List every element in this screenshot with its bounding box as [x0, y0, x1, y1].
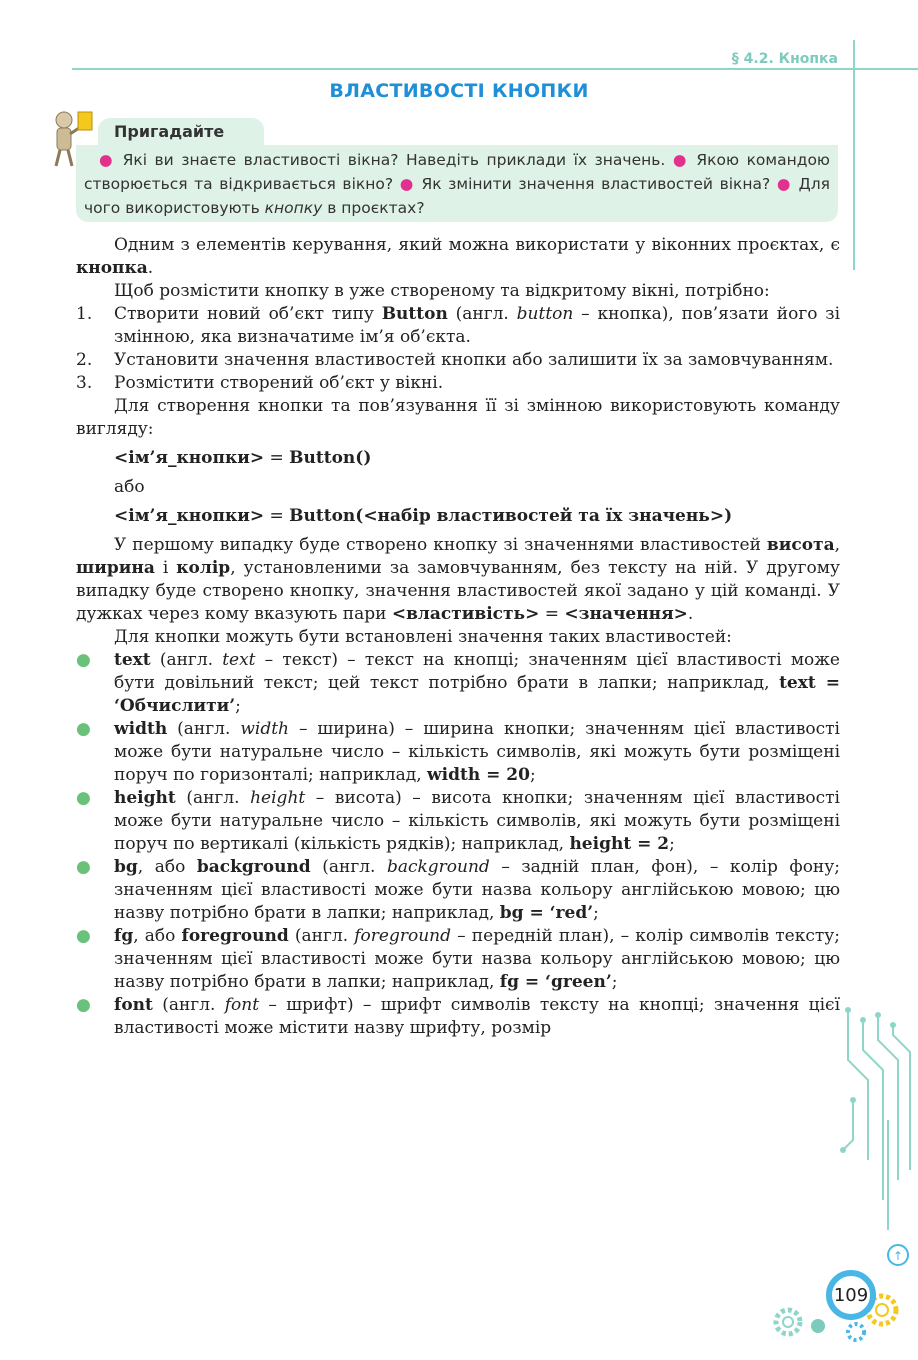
term-italic: width: [240, 719, 289, 739]
text: (англ.: [447, 304, 517, 324]
reminder-emphasis: кнопку: [264, 199, 323, 217]
text: і: [154, 558, 177, 578]
reminder-question: Якою командою створюється та відкривається вікно?: [84, 151, 830, 193]
property-item-fg: [76, 925, 840, 994]
code: Button(): [289, 448, 372, 468]
term-italic: height: [250, 788, 306, 808]
text: Установити значення властивостей кнопки або залишити їх за замовчуванням.: [114, 350, 834, 370]
term: bg: [114, 857, 138, 877]
code: <ім’я_кнопки>: [114, 506, 265, 526]
text: , або: [137, 857, 197, 877]
reminder-question: Для чого використовують: [84, 175, 830, 217]
bullet-dot: ●: [76, 857, 91, 877]
text: ,: [834, 535, 840, 555]
term: fg: [114, 926, 134, 946]
paragraph: [76, 534, 840, 626]
text: ;: [235, 696, 241, 716]
text: – висота) – висота кнопки; значенням цієї властивості може бути натуральне число – кількість символів, які можуть бути розміщені поруч по вертикалі (кількість рядків); наприклад,: [114, 788, 840, 854]
reminder-question: в проєктах?: [322, 199, 425, 217]
code-line: [114, 505, 840, 528]
text: (англ.: [310, 857, 387, 877]
term: width: [114, 719, 168, 739]
text: .: [687, 604, 694, 624]
list-item: [76, 349, 840, 372]
term: висота: [766, 535, 835, 555]
term: height: [114, 788, 176, 808]
term-italic: button: [516, 304, 574, 324]
property-item-width: [76, 718, 840, 787]
list-number: 2.: [76, 350, 93, 370]
reminder-text: [84, 148, 830, 220]
property-item-bg: [76, 856, 840, 925]
reminder-question: Які ви знаєте властивості вікна? Наведіть приклади їх значень.: [122, 151, 666, 169]
text: .: [147, 258, 154, 278]
text: (англ.: [288, 926, 355, 946]
reminder-title: Пригадайте: [114, 122, 225, 141]
bullet-dot: ●: [672, 151, 689, 169]
code: <ім’я_кнопки>: [114, 448, 265, 468]
code-line: [114, 447, 840, 470]
page-number: 109: [826, 1270, 876, 1320]
body-text: [76, 234, 840, 1040]
text: =: [539, 604, 565, 624]
property-item-height: [76, 787, 840, 856]
list-item: [76, 303, 840, 349]
bullet-dot: ●: [76, 995, 91, 1015]
text: У першому випадку буде створено кнопку зі значеннями властивостей: [114, 535, 767, 555]
list-item: [76, 372, 840, 395]
term: background: [196, 857, 311, 877]
text: – шрифт) – шрифт символів тексту на кнопці; значення цієї властивості може містити назву шрифту, розмір: [114, 995, 841, 1038]
text: – кнопка), пов’язати його зі змінною, яка визначатиме ім’я об’єкта.: [114, 304, 841, 347]
text: , установленими за замовчуванням, без тексту на ній. У другому випадку буде створено кнопку, значення властивостей якої задано у цій команді. У дужках через кому вказують пари: [76, 558, 840, 624]
text: =: [264, 448, 290, 468]
bullet-dot: ●: [76, 719, 91, 739]
bullet-dot: ●: [776, 175, 793, 193]
code: Button(<набір властивостей та їх значень>): [289, 506, 733, 526]
circuit-decoration-icon: [838, 1000, 918, 1300]
text: – текст) – текст на кнопці; значенням цієї властивості може бути довільний текст; цей текст потрібно брати в лапки; наприклад,: [114, 650, 840, 693]
term: foreground: [181, 926, 289, 946]
example: height = 2: [569, 834, 670, 854]
term: <властивість>: [391, 604, 540, 624]
text: – ширина) – ширина кнопки; значенням цієї властивості може бути натуральне число – кількість символів, які можуть бути розміщені поруч по горизонталі; наприклад,: [114, 719, 840, 785]
term: колір: [176, 558, 231, 578]
text: =: [264, 506, 290, 526]
term-italic: background: [386, 857, 490, 877]
list-number: 3.: [76, 373, 93, 393]
term: ширина: [76, 558, 155, 578]
paragraph: [76, 234, 840, 280]
text: (англ.: [167, 719, 241, 739]
text: – передній план), – колір символів тексту; значенням цієї властивості може бути назва кольору англійською мовою; цю назву потрібно брати в лапки; наприклад,: [114, 926, 840, 992]
paragraph: Для створення кнопки та пов’язування її зі змінною використовують команду вигляду:: [76, 396, 840, 439]
text: ;: [593, 903, 599, 923]
bullet-dot: ●: [76, 926, 91, 946]
term-italic: foreground: [354, 926, 451, 946]
example: text = ‘Обчислити’: [114, 673, 840, 716]
reminder-question: Як змінити значення властивостей вікна?: [421, 175, 771, 193]
property-item-text: [76, 649, 840, 718]
term: кнопка: [76, 258, 148, 278]
paragraph: Для кнопки можуть бути встановлені значення таких властивостей:: [114, 627, 732, 647]
header-vertical-rule: [853, 40, 855, 270]
text: (англ.: [152, 995, 225, 1015]
list-number: 1.: [76, 304, 93, 324]
term: Button: [381, 304, 448, 324]
bullet-dot: ●: [399, 175, 415, 193]
bullet-dot: ●: [99, 151, 116, 169]
text: ;: [611, 972, 618, 992]
term: <значення>: [564, 604, 688, 624]
svg-text:↑: ↑: [893, 1249, 904, 1263]
text: – задній план, фон), – колір фону; значенням цієї властивості може бути назва кольору англійською мовою; цю назву потрібно брати в лапки; наприклад,: [114, 857, 840, 923]
text: (англ.: [175, 788, 251, 808]
paragraph: Щоб розмістити кнопку в уже створеному та відкритому вікні, потрібно:: [114, 281, 770, 301]
text: Одним з елементів керування, який можна використати у віконних проєктах, є: [114, 235, 840, 255]
example: bg = ‘red’: [499, 903, 594, 923]
text: ;: [529, 765, 536, 785]
example: fg = ‘green’: [499, 972, 612, 992]
header-rule: [72, 68, 918, 70]
bullet-dot: ●: [76, 788, 91, 808]
term-italic: font: [224, 995, 260, 1015]
property-item-font: [76, 994, 840, 1040]
text: Розмістити створений об’єкт у вікні.: [114, 373, 444, 393]
bullet-dot: ●: [76, 650, 91, 670]
text: Створити новий об’єкт типу: [114, 304, 382, 324]
term-italic: text: [222, 650, 256, 670]
text: ;: [669, 834, 675, 854]
section-label: § 4.2. Кнопка: [731, 51, 838, 67]
example: width = 20: [427, 765, 530, 785]
page-title: ВЛАСТИВОСТІ КНОПКИ: [329, 80, 589, 102]
term: text: [114, 650, 151, 670]
text: (англ.: [150, 650, 223, 670]
or-text: або: [114, 477, 145, 497]
term: font: [114, 995, 153, 1015]
text: , або: [133, 926, 182, 946]
